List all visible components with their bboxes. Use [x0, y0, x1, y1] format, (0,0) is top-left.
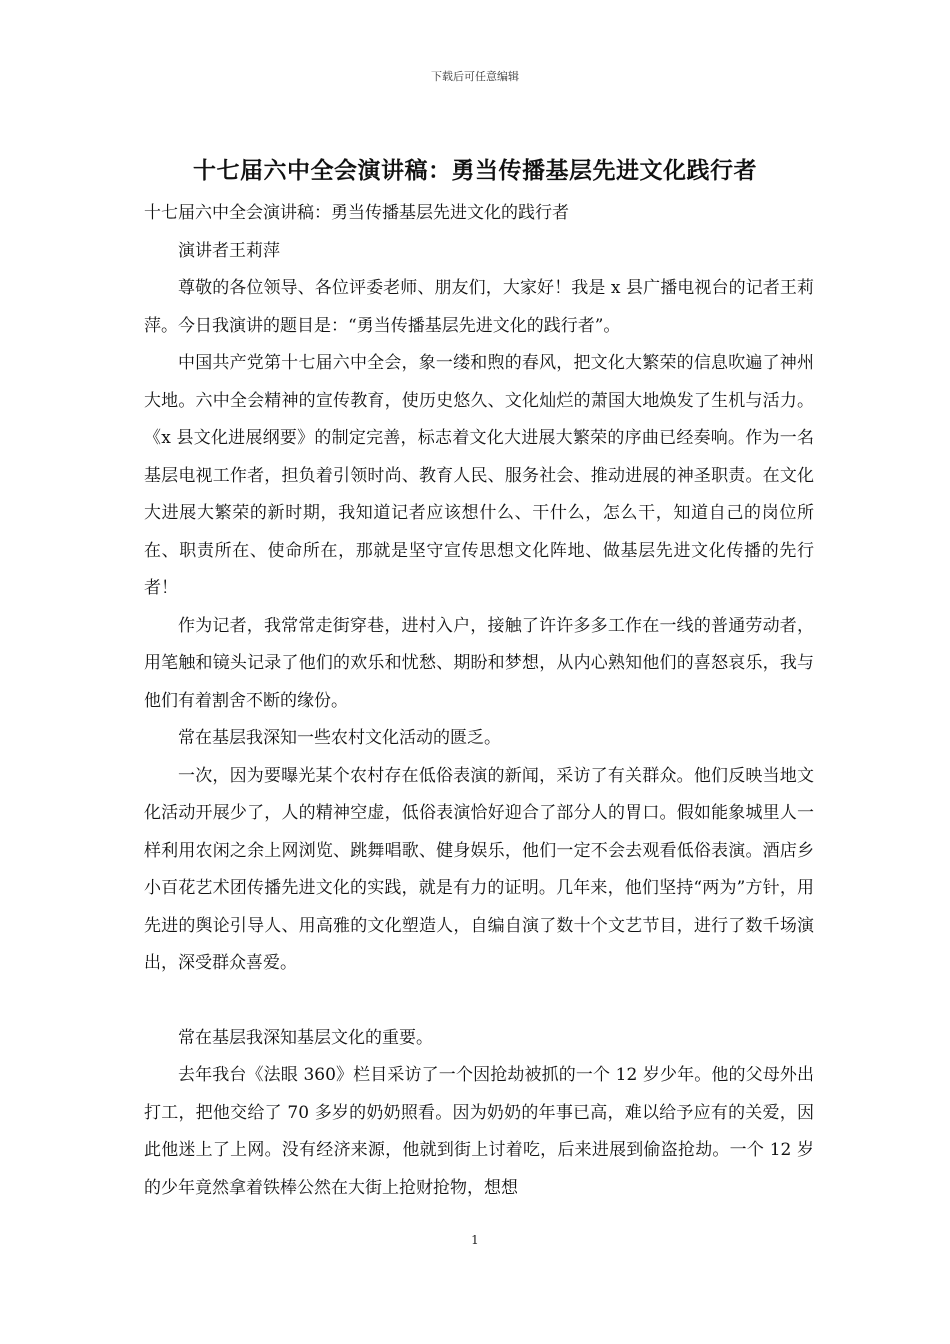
header-note: 下载后可任意编辑 — [431, 70, 519, 83]
document-body — [144, 195, 814, 1207]
body-paragraph: 中国共产党第十七届六中全会，象一缕和煦的春风，把文化大繁荣的信息吹遍了神州大地。六中全会精神的宣传教育，使历史悠久、文化灿烂的萧国大地焕发了生机与活力。《x 县文化进展纲要》的制定完善，标志着文化大进展大繁荣的序曲已经奏响。作为一名基层电视工作者，担负着引领时尚、教育人民、服务社会、推动进展的神圣职责。在文化大进展大繁荣的新时期，我知道记者应该想什么、干什么，怎么干，知道自己的岗位所在、职责所在、使命所在，那就是坚守宣传思想文化阵地、做基层先进文化传播的先行者！ — [144, 353, 814, 598]
speaker-line: 演讲者王莉萍 — [178, 240, 280, 261]
document-title: 十七届六中全会演讲稿：勇当传播基层先进文化践行者 — [193, 158, 757, 184]
page-number: 1 — [471, 1233, 479, 1247]
body-paragraph: 一次，因为要曝光某个农村存在低俗表演的新闻，采访了有关群众。他们反映当地文化活动开展少了，人的精神空虚，低俗表演恰好迎合了部分人的胃口。假如能象城里人一样利用农闲之余上网浏览、跳舞唱歌、健身娱乐，他们一定不会去观看低俗表演。酒店乡小百花艺术团传播先进文化的实践，就是有力的证明。几年来，他们坚持“两为”方针，用先进的舆论引导人、用高雅的文化塑造人，自编自演了数十个文艺节目，进行了数千场演出，深受群众喜爱。 — [144, 765, 814, 973]
body-paragraph: 作为记者，我常常走街穿巷，进村入户，接触了许许多多工作在一线的普通劳动者，用笔触和镜头记录了他们的欢乐和忧愁、期盼和梦想，从内心熟知他们的喜怒哀乐，我与他们有着割舍不断的缘份。 — [144, 615, 814, 711]
subtitle-paragraph: 十七届六中全会演讲稿：勇当传播基层先进文化的践行者 — [144, 203, 569, 223]
body-paragraph: 常在基层我深知基层文化的重要。 — [178, 1027, 433, 1048]
body-paragraph: 常在基层我深知一些农村文化活动的匮乏。 — [178, 728, 501, 748]
body-paragraph: 尊敬的各位领导、各位评委老师、朋友们，大家好！我是 x 县广播电视台的记者王莉萍。今日我演讲的题目是：“勇当传播基层先进文化的践行者”。 — [144, 278, 814, 336]
body-paragraph: 去年我台《法眼 360》栏目采访了一个因抢劫被抓的一个 12 岁少年。他的父母外出打工，把他交给了 70 多岁的奶奶照看。因为奶奶的年事已高，难以给予应有的关爱，因此他迷上了上网。没有经济来源，他就到街上讨着吃，后来进展到偷盗抢劫。一个 12 岁的少年竟然拿着铁棒公然在大街上抢财抢物，想想 — [144, 1065, 814, 1198]
